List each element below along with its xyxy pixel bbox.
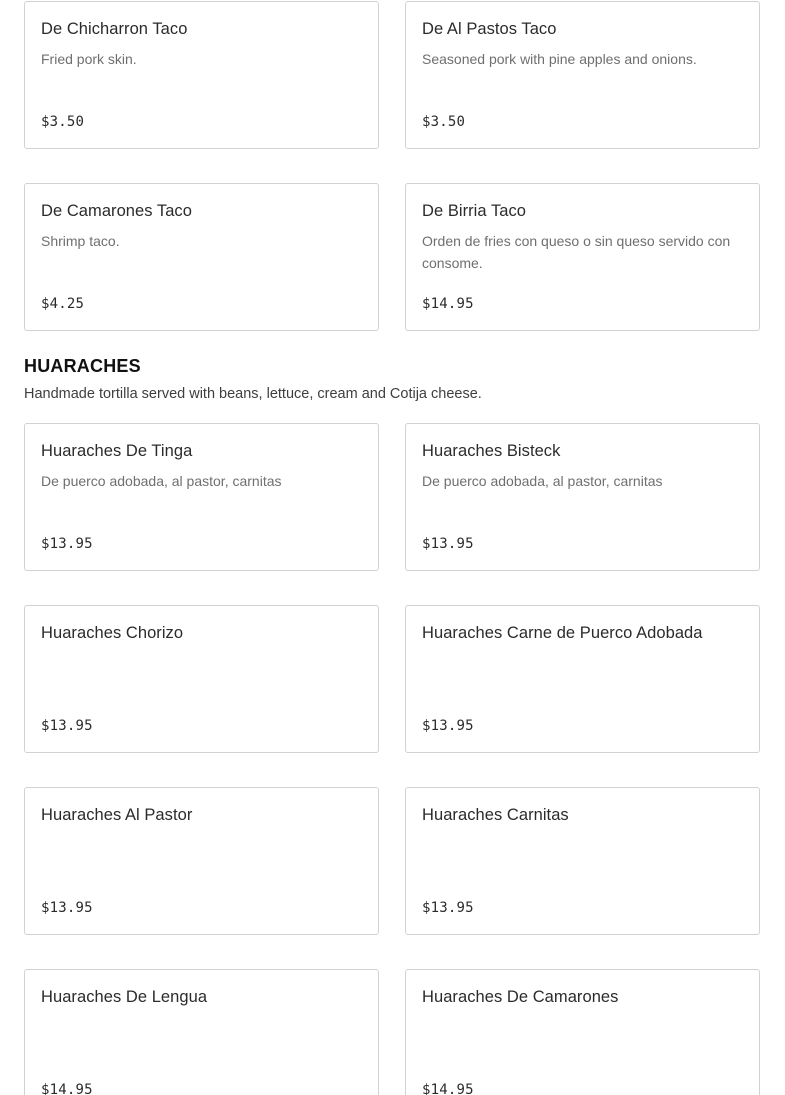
item-name: De Camarones Taco [41, 202, 192, 220]
menu-item-card[interactable] [24, 605, 379, 753]
item-description: Orden de fries con queso o sin queso servido con consome. [422, 233, 731, 271]
menu-item-card[interactable] [24, 423, 379, 571]
menu-item-card[interactable] [24, 183, 379, 331]
menu-item-card[interactable] [24, 787, 379, 935]
item-name: Huaraches De Camarones [422, 988, 619, 1006]
item-name: De Chicharron Taco [41, 20, 188, 38]
menu-item-card[interactable] [24, 969, 379, 1095]
item-price: $14.95 [422, 1082, 474, 1095]
item-price: $13.95 [422, 900, 474, 916]
section-title: HUARACHES [24, 356, 141, 376]
item-description: Fried pork skin. [41, 51, 137, 67]
item-price: $4.25 [41, 296, 85, 312]
item-name: Huaraches Carne de Puerco Adobada [422, 624, 703, 642]
item-price: $14.95 [422, 296, 474, 312]
menu-item-card[interactable] [405, 1, 760, 149]
item-price: $3.50 [422, 114, 466, 130]
menu-item-card[interactable] [405, 183, 760, 331]
item-name: De Birria Taco [422, 202, 527, 220]
item-price: $13.95 [41, 536, 93, 552]
item-price: $13.95 [422, 718, 474, 734]
item-name: Huaraches Chorizo [41, 624, 184, 642]
item-description: De puerco adobada, al pastor, carnitas [41, 473, 282, 489]
item-name: Huaraches De Lengua [41, 988, 208, 1006]
item-description: De puerco adobada, al pastor, carnitas [422, 473, 663, 489]
item-name: Huaraches De Tinga [41, 442, 193, 460]
item-description: Seasoned pork with pine apples and onions. [422, 51, 697, 67]
section-description: Handmade tortilla served with beans, lettuce, cream and Cotija cheese. [24, 386, 482, 402]
menu-item-card[interactable] [405, 605, 760, 753]
item-name: Huaraches Carnitas [422, 806, 569, 824]
menu-item-card[interactable] [405, 969, 760, 1095]
item-price: $13.95 [41, 900, 93, 916]
item-price: $14.95 [41, 1082, 93, 1095]
menu-item-card[interactable] [24, 1, 379, 149]
menu-item-card[interactable] [405, 787, 760, 935]
item-name: Huaraches Al Pastor [41, 806, 193, 824]
item-description: Shrimp taco. [41, 233, 120, 249]
item-price: $13.95 [41, 718, 93, 734]
item-name: Huaraches Bisteck [422, 442, 561, 460]
item-name: De Al Pastos Taco [422, 20, 557, 38]
item-price: $13.95 [422, 536, 474, 552]
menu-item-card[interactable] [405, 423, 760, 571]
item-price: $3.50 [41, 114, 85, 130]
